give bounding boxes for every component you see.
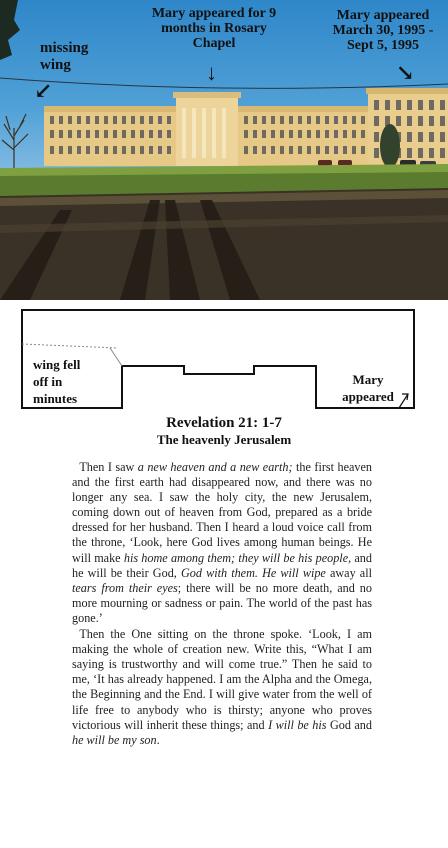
building-photo xyxy=(0,0,448,300)
text-run-italic: he will be my son xyxy=(72,732,157,747)
arrow-down-left-icon: ↙ xyxy=(34,78,53,103)
text-run: Then the One sitting on the throne spoke. ‘Look, I am making the whole of creation new. Write this, “What I am saying is trustworthy and will come true.” Then he said to me, ‘It has already happened. I am the Alpha and the Omega, the Beginning and the End. I will give water from the well of life free to anybody who is thirsty; anyone who proves victorious will inherit these things; and xyxy=(72,627,372,732)
text-run: . xyxy=(156,732,160,747)
scripture-title: The heavenly Jerusalem xyxy=(156,432,292,447)
text-run: , and he will be their God, xyxy=(72,550,372,580)
text-run: the first heaven and the first earth had disappeared now, and there was no longer any sea. I saw the holy city, the new Jerusalem, coming down out of heaven from God, prepared as a bride dressed for her husband. Then I heard a loud voice call from the throne, ‘Look, here God lives among human beings. He will make xyxy=(72,460,372,565)
mary-appeared-label: Mary appeared xyxy=(342,372,394,404)
tree-foliage xyxy=(0,0,20,60)
text-run: God and xyxy=(326,717,372,732)
wing-fell-label: wing fell off in minutes xyxy=(33,357,81,406)
paragraph-2 xyxy=(72,627,372,748)
caption-apparition-dates: Mary appeared March 30, 1995 - Sept 5, 1995 xyxy=(332,8,434,53)
tree-right xyxy=(380,124,400,168)
power-line xyxy=(0,78,448,88)
text-run-italic: I will be his xyxy=(268,717,327,732)
text-run: Then I saw xyxy=(79,460,138,474)
text-run-italic: tears from their eyes xyxy=(72,580,178,595)
paragraph-1 xyxy=(72,460,372,626)
scripture-reference: Revelation 21: 1-7 xyxy=(166,415,282,431)
text-run-italic: God with them. He will wipe xyxy=(180,565,326,580)
arrow-down-icon: ↓ xyxy=(206,60,217,85)
text-run: away all xyxy=(325,565,372,580)
bare-tree xyxy=(2,114,28,168)
text-run-italic: a new heaven and a new earth; xyxy=(137,460,293,474)
scripture-text xyxy=(72,460,372,748)
missing-wing-cut xyxy=(22,344,118,348)
text-run-italic: his home among them; they will be his people xyxy=(123,550,349,565)
caption-missing-wing: missing wing xyxy=(40,40,89,73)
arrow-down-right-icon: ↘ xyxy=(396,60,415,85)
pointer-arrow-icon xyxy=(399,394,408,408)
caption-rosary-chapel: Mary appeared for 9 months in Rosary Chapel xyxy=(151,6,277,51)
text-run: ; there will be no more death, and no more mourning or sadness or pain. The world of the past has gone.’ xyxy=(72,580,372,625)
